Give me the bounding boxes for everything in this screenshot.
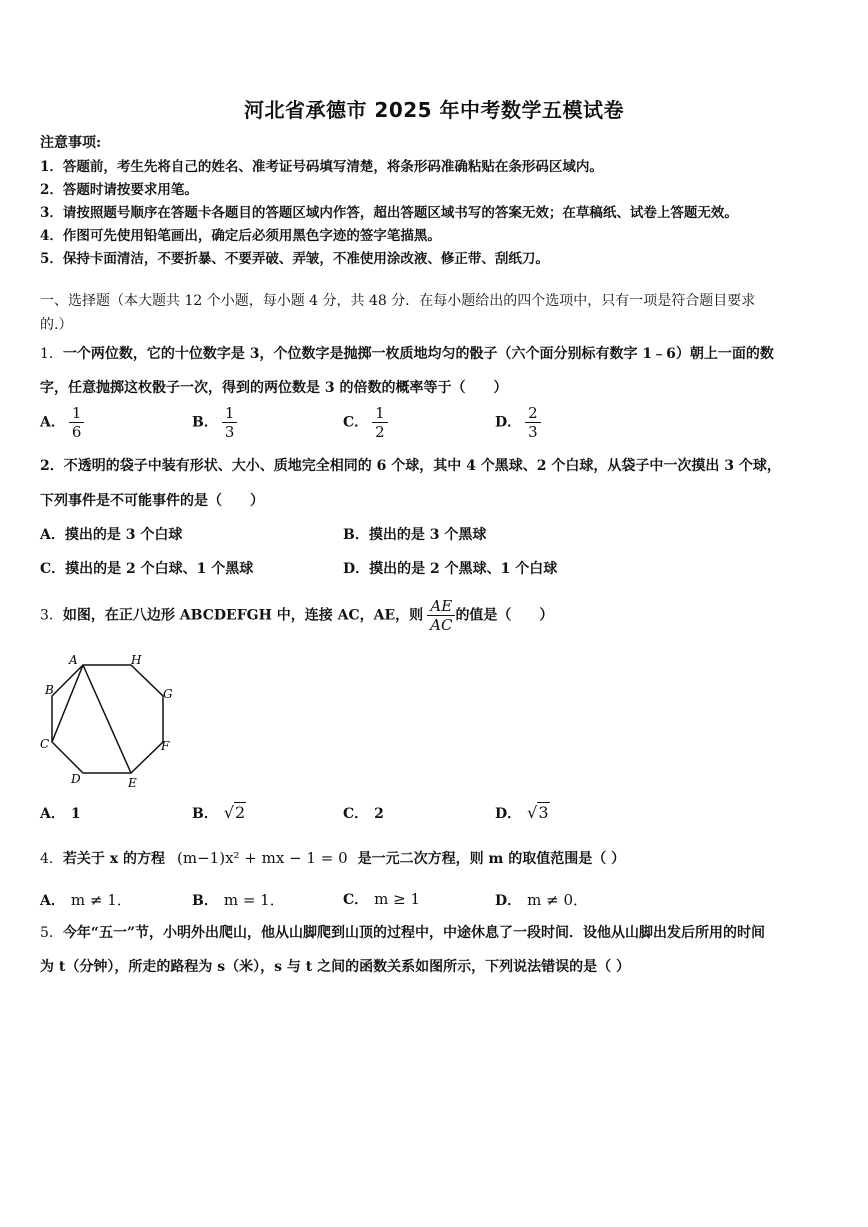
section-heading-line2: 的.）: [40, 317, 73, 333]
q1-option-a: A． $\frac{1}{6}$: [40, 404, 84, 441]
note-item: 2．答题时请按要求用笔。: [40, 182, 198, 198]
note-item: 4．作图可先使用铅笔画出，确定后必须用黑色字迹的签字笔描黑。: [40, 228, 441, 244]
question-1-line1: [40, 343, 774, 363]
q1-option-c: C． $\frac{1}{2}$: [343, 404, 388, 441]
vertex-label-e: E: [128, 776, 137, 790]
note-item: 5．保持卡面清洁，不要折暴、不要弄破、弄皱，不准使用涂改液、修正带、刮纸刀。: [40, 251, 549, 267]
sqrt-two: √2: [223, 803, 246, 822]
vertex-label-b: B: [45, 683, 54, 697]
question-2-line2: 下列事件是不可能事件的是（ ）: [40, 493, 264, 509]
question-5-line1: 5．今年“五一”节，小明外出爬山，他从山脚爬到山顶的过程中，中途休息了一段时间．设他从山脚出发后所用的时间: [40, 925, 766, 941]
vertex-label-c: C: [40, 737, 50, 751]
q1-option-d: D． $\frac{2}{3}$: [495, 404, 541, 441]
q1-option-b: B． $\frac{1}{3}$: [192, 404, 237, 441]
vertex-label-a: A: [69, 653, 78, 667]
fraction: $\frac{1}{3}$: [222, 404, 238, 441]
notes-heading: 注意事项:: [40, 135, 102, 151]
q2-option-b: B．摸出的是 3 个黑球: [343, 527, 487, 543]
segment-ae: [83, 665, 131, 773]
q4-option-d: D． m ≠ 0．: [495, 891, 589, 909]
q4-option-c: C． m ≥ 1: [343, 890, 421, 908]
segment-ac: [52, 665, 83, 742]
question-1-line2: 字，任意抛掷这枚骰子一次，得到的两位数是 3 的倍数的概率等于（ ）: [40, 380, 508, 396]
vertex-label-d: D: [71, 772, 81, 786]
vertex-label-h: H: [131, 653, 142, 667]
question-4-line: 4．若关于 x 的方程 (m−1)x² + mx − 1 = 0 是一元二次方程，则 m 的取值范围是（ ）: [40, 849, 626, 867]
q2-option-a: A．摸出的是 3 个白球: [40, 527, 183, 543]
fraction: $\frac{2}{3}$: [525, 404, 541, 441]
question-1-number: 1．: [40, 346, 63, 362]
page-title: 河北省承德市 2025 年中考数学五模试卷: [243, 98, 625, 122]
note-item: 1．答题前，考生先将自己的姓名、准考证号码填写清楚，将条形码准确粘贴在条形码区域内。: [40, 159, 603, 175]
q2-option-c: C．摸出的是 2 个白球、1 个黑球: [40, 561, 254, 577]
fraction: $\frac{1}{2}$: [372, 404, 388, 441]
vertex-label-f: F: [161, 739, 170, 753]
sqrt-three: √3: [527, 803, 549, 822]
equation: (m−1)x² + mx − 1 = 0: [177, 849, 348, 867]
question-2-line1: 2．不透明的袋子中装有形状、大小、质地完全相同的 6 个球，其中 4 个黑球、2 个白球，从袋子中一次摸出 3 个球，: [40, 458, 781, 474]
question-5-line2: 为 t（分钟），所走的路程为 s（米），s 与 t 之间的函数关系如图所示，下列说法错误的是（ ）: [40, 959, 630, 975]
octagon-diagram: [36, 650, 186, 792]
q4-option-b: B． m = 1．: [192, 891, 285, 909]
q3-option-d: D． √3: [495, 803, 549, 822]
q3-option-a: A． 1: [40, 806, 81, 822]
q2-option-d: D．摸出的是 2 个黑球、1 个白球: [343, 561, 558, 577]
q3-option-b: B． √2: [192, 803, 246, 822]
section-heading-line1: 一、选择题（本大题共 12 个小题，每小题 4 分，共 48 分．在每小题给出的四个选项中，只有一项是符合题目要求: [40, 293, 756, 309]
question-1-text: 一个两位数，它的十位数字是 3，个位数字是抛掷一枚质地均匀的骰子（六个面分别标有数字 1﹣6）朝上一面的数: [62, 346, 774, 362]
note-item: 3．请按照题号顺序在答题卡各题目的答题区域内作答，超出答题区域书写的答案无效；在草稿纸、试卷上答题无效。: [40, 205, 738, 221]
fraction: $\frac{1}{6}$: [69, 404, 85, 441]
fraction-ae-over-ac: $\frac{AE}{AC}$: [427, 597, 455, 634]
q4-option-a: A． m ≠ 1．: [40, 891, 132, 909]
vertex-label-g: G: [163, 687, 173, 701]
q3-option-c: C． 2: [343, 806, 384, 822]
question-3-line: 3．如图，在正八边形 ABCDEFGH 中，连接 AC，AE，则 $\frac{AE}{AC}$ 的值是（ ）: [40, 597, 554, 634]
